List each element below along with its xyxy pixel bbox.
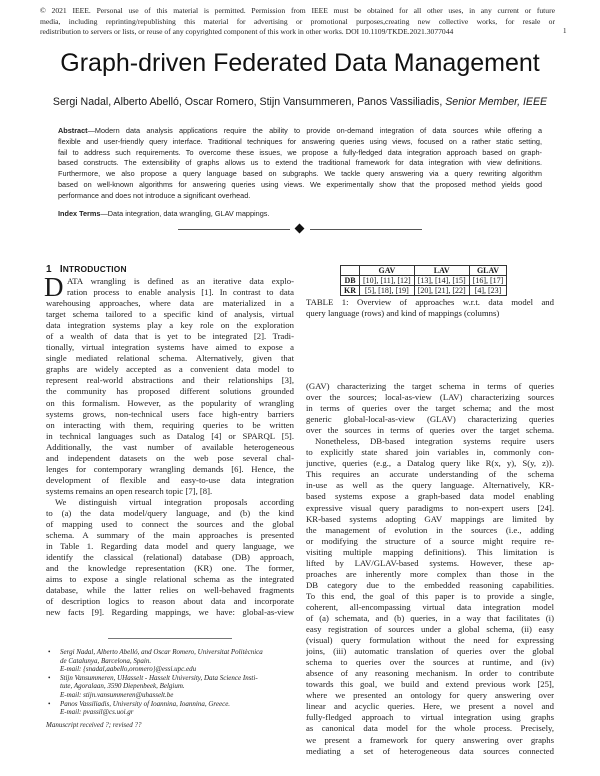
caption-line: query language (rows) and kind of mappings (columns): [306, 308, 500, 318]
text-line: graphs are widely accepted as a convenient data model to: [46, 364, 294, 375]
footnote-line: Panos Vassiliadis, University of Ioannina, Ioannina, Greece.: [60, 699, 231, 708]
text-line: (GAV) characterizing the target schema in terms of queries: [306, 381, 554, 391]
text-line: absence of any reasoning mechanism. In order to contribute: [306, 668, 554, 679]
table-cell: [16], [17]: [469, 276, 507, 286]
text-line: on this formalism. However, as the popularity of wrangling: [46, 397, 294, 408]
text-line: This requires an accurate understanding of the schema: [306, 469, 554, 480]
text-line: target schema tailored to a specific kind of analysis, virtual: [46, 309, 294, 320]
footnote-line: Sergi Nadal, Alberto Abelló, and Oscar Romero, Universitat Politècnica: [60, 648, 263, 656]
footnote-item: [46, 674, 294, 700]
author-names: Sergi Nadal, Alberto Abelló, Oscar Romero, Stijn Vansummeren, Panos Vassiliadis,: [52, 96, 443, 108]
abstract-text: —Modern data analysis applications require the ability to provide on-demand integration of data sources while offering a: [87, 126, 542, 135]
text-line: proaches are inherently more complex than those in the: [306, 568, 554, 579]
abstract-text: fail to address such requirements. To overcome these issues, we propose a fully-fledged data integration approach based on graph-: [58, 147, 542, 157]
table-caption: [306, 297, 554, 319]
text-line: new facts [9]. Regarding mappings, we have: global-as-view: [46, 607, 294, 618]
text-line: fully-fledged approach to virtual integration using graphs: [306, 712, 554, 723]
abstract-line: [58, 148, 542, 159]
text-line: identify the classical (relational) database (DB) approach,: [46, 552, 294, 563]
table-row: [341, 276, 507, 286]
copyright-notice: [40, 6, 555, 38]
footnote-item: [46, 700, 294, 717]
text-line: towards this goal, we build and extend previous work [25],: [306, 679, 554, 690]
text-line: the community has proposed different solutions grounded: [46, 386, 294, 397]
abstract-text: flexible and user-friendly query interface. Traditional techniques for answering queries using views, focused on a rather static setting,: [58, 136, 542, 146]
text-line: where we presented an ontology for query answering over: [306, 690, 554, 701]
text-line: systems grows, non-technical users face high-entry barriers: [46, 408, 294, 419]
footnote-divider: [108, 638, 232, 639]
text-line: to explicitly state shared join variables in, commonly con-: [306, 447, 554, 458]
footnote-line: E-mail: pvassil@cs.uoi.gr: [60, 708, 134, 717]
abstract: [58, 126, 542, 202]
column-header: GLAV: [469, 266, 507, 276]
author-membership: Senior Member, IEEE: [445, 96, 548, 108]
text-line: and the knowledge representation (KR) one. The former,: [46, 563, 294, 574]
text-line: as canonical data model for the whole process. Precisely,: [306, 723, 554, 734]
left-column-text: [44, 272, 294, 618]
text-line: easy registration of sources under a global schema, (ii) easy: [306, 624, 554, 635]
footnote-line: E-mail: stijn.vansummeren@uhasselt.be: [60, 690, 174, 699]
text-line: junctive, queries (e.g., a Datalog query like R(x, y), S(y, z)).: [306, 458, 554, 469]
abstract-text: based constructs. The extensibility of graphs allows us to extend the traditional framework for data integration with view definitions.: [58, 158, 542, 168]
text-line: aims to expose a single relational schema as the integrated: [46, 574, 294, 585]
text-line: mediating a set of heterogeneous data sources connected: [306, 745, 554, 756]
text-line: and independent datasets on the web pose several chal-: [46, 452, 294, 463]
text-line: (visual) query formulation without the need for expressing: [306, 635, 554, 646]
text-line: based systems expose a graph-based data model enabling: [306, 491, 554, 502]
text-line: tionally, virtual integration systems have aimed to expose a: [46, 342, 294, 353]
paper-title: Graph-driven Federated Data Management: [60, 49, 540, 77]
table-row: [341, 286, 507, 296]
text-line: of (a) schemata, and (b) queries, in a way that facilitates (i): [306, 612, 554, 623]
table-cell: [4], [23]: [469, 286, 507, 296]
text-line: over the sources; local-as-view (LAV) characterizing sources: [306, 392, 554, 403]
page-number: 1: [563, 27, 567, 35]
text-line: Nonetheless, DB-based integration systems require users: [315, 436, 554, 447]
text-line: in Table 1. Regarding data model and query language, we: [46, 541, 294, 552]
text-line: the management of evolution in the sources (i.e., adding: [306, 524, 554, 535]
text-line: KR-based systems adopting GAV mappings are limited by: [306, 513, 554, 524]
table-cell: [13], [14], [15]: [414, 276, 469, 286]
index-terms: [58, 209, 269, 218]
row-header: DB: [341, 276, 360, 286]
copyright-line: media, including reprinting/republishing this material for advertising or promotional purposes,creating new collective works, for resale or: [40, 16, 555, 26]
table-cell: [20], [21], [22]: [414, 286, 469, 296]
footnote-item: [46, 648, 294, 674]
text-line: in technical languages such as Datalog [4] or SPARQL [5].: [46, 430, 294, 441]
column-header: GAV: [360, 266, 415, 276]
table-cell: [5], [18], [19]: [360, 286, 415, 296]
abstract-text: based on well-known algorithms for answering queries using views. We experimentally show that the proposed method yields good: [58, 179, 542, 189]
text-line: warehousing approaches, where data are materialized in a: [46, 298, 294, 309]
text-line: of mapping used to connect the sources and the global: [46, 519, 294, 530]
text-line: of a wealth of data that is yet to be integrated [2]. Tradi-: [46, 331, 294, 342]
text-line: To this end, the goal of this paper is to provide a single,: [306, 590, 554, 601]
text-line: represent real-world abstractions and their relationships [3],: [46, 375, 294, 386]
index-terms-text: —Data integration, data wrangling, GLAV mappings.: [100, 209, 270, 218]
footnote-line: tute, Agoralaan, 3590 Diepenbeek, Belgium.: [60, 682, 185, 691]
text-line: ATA wrangling is defined as an iterative data explo-: [67, 276, 294, 286]
copyright-line: © 2021 IEEE. Personal use of this material is permitted. Permission from IEEE must be obtained for all other uses, in any current or future: [40, 6, 555, 15]
abstract-line: [58, 169, 542, 180]
approaches-table: [340, 265, 507, 296]
table-cell: [10], [11], [12]: [360, 276, 415, 286]
abstract-line: [58, 158, 542, 169]
text-line: linear and acyclic queries. Here, we present a novel and: [306, 701, 554, 712]
section-number: 1: [46, 264, 52, 275]
row-header: KR: [341, 286, 360, 296]
text-line: over the sources in terms of queries over the target schema.: [306, 425, 554, 436]
text-line: in-use as well as the query language. Alternatively, KR-: [306, 480, 554, 491]
text-line: data integration systems play a key role on the exploration: [46, 320, 294, 331]
bullet-icon: •: [48, 648, 51, 656]
text-line: of description logics to reason about data and incorporate: [46, 596, 294, 607]
text-line: in terms of queries over the target schema; and the most: [306, 403, 554, 414]
abstract-line: [58, 180, 542, 191]
text-line: lifted by LAV/GLAV-based systems. However, these ap-: [306, 557, 554, 568]
text-line: expressive visual query paradigms to non-expert users [24].: [306, 502, 554, 513]
text-line: we present a framework for query answering over graphs: [306, 734, 554, 745]
text-line: development of flexible and easy-to-use data integration: [46, 474, 294, 485]
text-line: database, while the latter relies on well-behaved fragments: [46, 585, 294, 596]
text-line: or modifying the structure of a source might require re-: [306, 535, 554, 546]
text-line: joins, (iii) automatic translation of queries over the global: [306, 646, 554, 657]
abstract-line: [58, 191, 542, 202]
bullet-icon: •: [48, 673, 51, 682]
text-line: visiting multiple mapping definitions). This limitation is: [306, 546, 554, 557]
copyright-line: redistribution to servers or lists, or reuse of any copyrighted component of this work in other works. DOI 10.1109/TKDE.2021.3077044: [40, 27, 454, 37]
text-line: single mediated relational schema. Alternatively, given that: [46, 353, 294, 364]
divider-right: [310, 229, 422, 230]
section-initial: I: [59, 264, 63, 275]
footnote-line: Stijn Vansummeren, UHasselt - Hasselt University, Data Science Insti-: [60, 673, 258, 682]
table-header-row: [341, 266, 507, 276]
section-title-rest: NTRODUCTION: [62, 264, 127, 274]
footnote-line: de Catalunya, Barcelona, Spain.: [60, 656, 152, 665]
column-header: [341, 266, 360, 276]
author-footnotes: [46, 648, 294, 729]
text-line: ration process to enable analysis [1]. In contrast to data: [67, 287, 294, 298]
authors: [0, 96, 600, 108]
abstract-line: [58, 137, 542, 148]
text-line: systems remains an open research topic [7], [8].: [46, 485, 213, 496]
text-line: schema. A summary of the main approaches is presented: [46, 530, 294, 541]
text-line: generic global-local-as-view (GLAV) characterizing queries: [306, 414, 554, 425]
abstract-line: [58, 126, 542, 137]
text-line: coherent, all-encompassing virtual data integration model: [306, 601, 554, 612]
divider-left: [178, 229, 290, 230]
bullet-icon: •: [48, 699, 51, 708]
manuscript-note: Manuscript received ?; revised ??: [46, 720, 142, 729]
text-line: DB category due to the embedded reasoning capabilities.: [306, 579, 554, 590]
text-line: schema to queries over the sources at runtime, and (iv): [306, 657, 554, 668]
caption-line: TABLE 1: Overview of approaches w.r.t. data model and: [306, 297, 554, 307]
abstract-label: Abstract: [58, 126, 88, 135]
index-terms-label: Index Terms: [58, 209, 101, 218]
text-line: to (a) the data model/query language, and (b) the kind: [46, 507, 294, 518]
column-header: LAV: [414, 266, 469, 276]
drop-cap: D: [44, 272, 64, 302]
text-line: lenges for contemporary wrangling demands [6]. Hence, the: [46, 463, 294, 474]
abstract-text: Furthermore, we also propose a query language based on subgraphs. We tackle query answering via a query rewriting algorithm: [58, 169, 542, 179]
text-line: on interacting with them, requiring queries to be written: [46, 419, 294, 430]
right-column-text: [306, 381, 554, 757]
text-line: We distinguish virtual integration proposals according: [55, 496, 294, 507]
footnote-line: E-mail: {snadal,aabello,oromero}@essi.upc.edu: [60, 665, 197, 674]
diamond-ornament-icon: [295, 224, 305, 234]
text-line: Additionally, the vast number of available heterogeneous: [46, 441, 294, 452]
abstract-text: performance and does not introduce a significant overhead.: [58, 190, 251, 200]
